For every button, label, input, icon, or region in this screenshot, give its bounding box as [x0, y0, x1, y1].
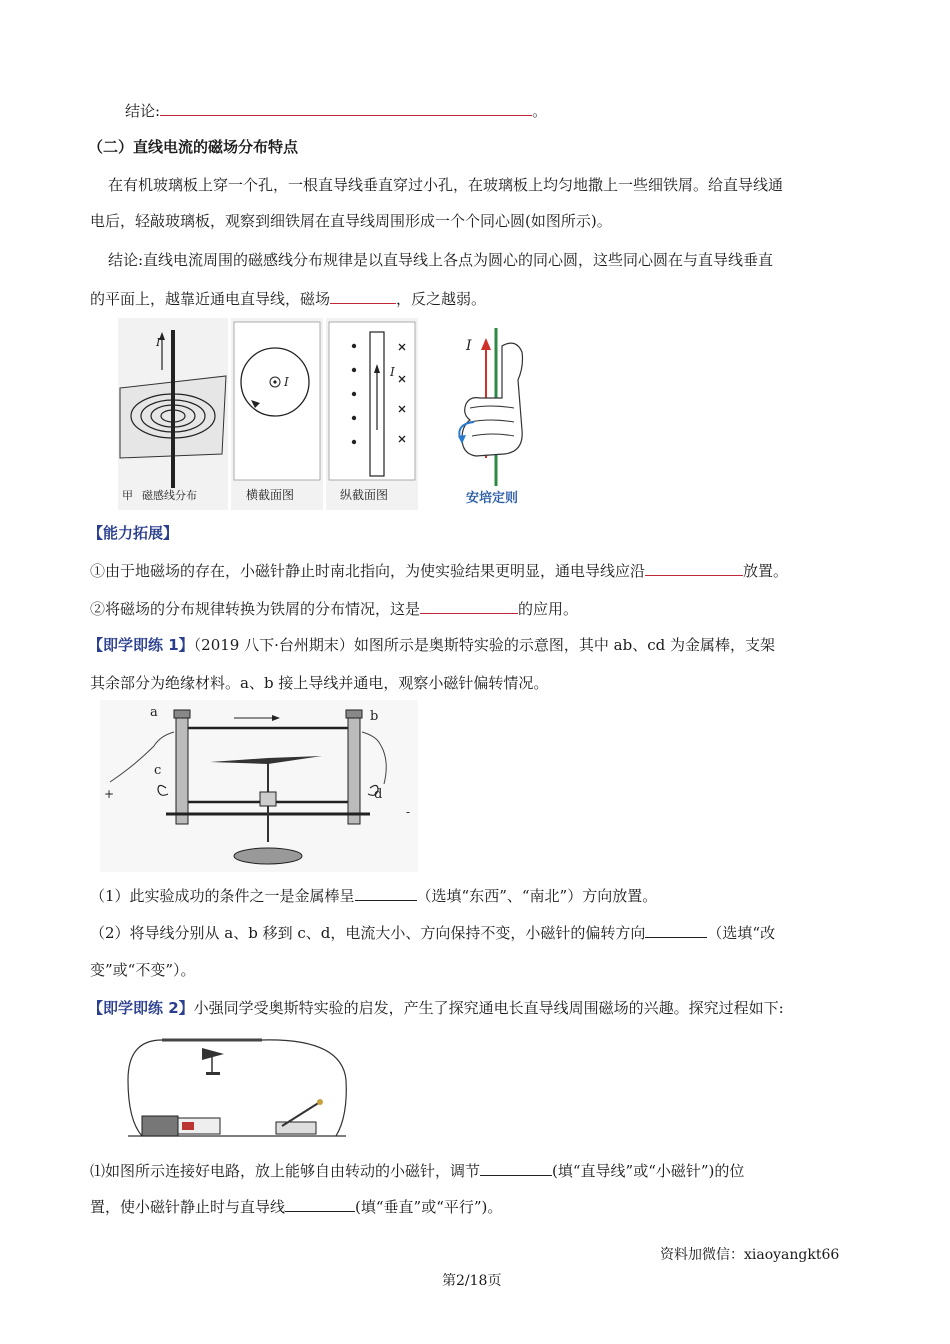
practice1-question-2 [90, 922, 775, 943]
question-text: (填“垂直”或“平行”)。 [355, 1198, 503, 1216]
answer-blank[interactable] [645, 560, 743, 576]
terminal-label-b: b [370, 709, 379, 724]
question-text: 置，使小磁针静止时与直导线 [90, 1198, 286, 1216]
ampere-rule-figure [440, 318, 540, 510]
paragraph-line: 在有机玻璃板上穿一个孔，一根直导线垂直穿过小孔，在玻璃板上均匀地撒上一些细铁屑。给直导线通 [108, 176, 784, 194]
paragraph-line: 电后，轻敲玻璃板，观察到细铁屑在直导线周围形成一个个同心圆(如图所示)。 [90, 212, 612, 230]
practice2-question-1 [90, 1160, 744, 1181]
conclusion-label: 结论: [125, 102, 161, 120]
question-text: （选填“改 [707, 924, 776, 942]
answer-blank[interactable] [420, 598, 518, 614]
terminal-plus: + [104, 787, 115, 801]
ability-item-1 [90, 560, 788, 581]
terminal-minus: - [406, 805, 411, 819]
field-diagram-svg [118, 318, 418, 510]
practice2-heading: 【即学即练 2】 [88, 999, 194, 1017]
circuit-figure [122, 1030, 352, 1142]
caption-cross-section: 横截面图 [246, 488, 295, 502]
caption-ampere-rule: 安培定则 [466, 491, 519, 506]
conclusion-end: 。 [532, 102, 548, 120]
answer-blank[interactable] [645, 922, 707, 938]
page-number: 第2/18页 [442, 1273, 502, 1289]
caption-longitudinal-section: 纵截面图 [340, 488, 389, 502]
practice1-question-1 [90, 885, 657, 906]
item-text: 的应用。 [518, 600, 579, 618]
practice1-text: （2019 八下·台州期末）如图所示是奥斯特实验的示意图，其中 ab、cd 为金属棒，支架 [193, 636, 775, 654]
paragraph-line [90, 288, 486, 309]
practice1-question-2-cont: 变”或“不变”）。 [90, 961, 196, 979]
section-title: （二）直线电流的磁场分布特点 [88, 138, 299, 156]
current-label: I [284, 375, 289, 389]
paragraph-text: 的平面上，越靠近通电直导线，磁场 [90, 290, 331, 308]
ability-item-2 [90, 598, 578, 619]
terminal-label-a: a [150, 705, 158, 720]
item-text: ②将磁场的分布规律转换为铁屑的分布情况，这是 [90, 600, 421, 618]
magnetic-field-figure [118, 318, 418, 510]
caption-jia: 甲 [122, 489, 133, 502]
answer-blank[interactable] [160, 100, 532, 116]
answer-blank[interactable] [285, 1196, 355, 1212]
oersted-apparatus-figure [100, 700, 418, 872]
question-text: (填“直导线”或“小磁针”)的位 [552, 1162, 745, 1180]
terminal-label-c: c [154, 763, 162, 778]
conclusion-line [125, 100, 547, 121]
ability-heading: 【能力拓展】 [88, 524, 179, 542]
paragraph-text: ，反之越弱。 [396, 290, 487, 308]
answer-blank[interactable] [355, 885, 417, 901]
item-text: ①由于地磁场的存在，小磁针静止时南北指向，为使实验结果更明显，通电导线应沿 [90, 562, 646, 580]
paragraph-line: 结论:直线电流周围的磁感线分布规律是以直导线上各点为圆心的同心圆，这些同心圆在与直导线垂直 [108, 251, 774, 269]
question-text: （选填“东西”、“南北”）方向放置。 [416, 887, 658, 905]
footer-wechat: 资料加微信：xiaoyangkt66 [660, 1247, 840, 1263]
item-text: 放置。 [743, 562, 789, 580]
current-label: I [156, 336, 161, 349]
terminal-label-d: d [374, 787, 383, 802]
practice2-text: 小强同学受奥斯特实验的启发，产生了探究通电长直导线周围磁场的兴趣。探究过程如下: [193, 999, 784, 1017]
caption-field-lines: 磁感线分布 [142, 489, 197, 502]
question-text: ⑴如图所示连接好电路，放上能够自由转动的小磁针，调节 [90, 1162, 481, 1180]
practice1-line1 [88, 635, 775, 655]
practice2-line [88, 998, 784, 1018]
question-text: （1）此实验成功的条件之一是金属棒呈 [90, 887, 355, 905]
practice1-heading: 【即学即练 1】 [88, 636, 194, 654]
ampere-rule-svg [440, 318, 540, 510]
practice1-line2: 其余部分为绝缘材料。a、b 接上导线并通电，观察小磁针偏转情况。 [90, 674, 549, 692]
current-label: I [466, 338, 472, 354]
current-label: I [390, 365, 395, 379]
circuit-svg [122, 1030, 352, 1142]
answer-blank[interactable] [330, 288, 396, 304]
oersted-apparatus-svg [100, 700, 418, 872]
answer-blank[interactable] [480, 1160, 552, 1176]
practice2-question-1-cont [90, 1196, 502, 1217]
question-text: （2）将导线分别从 a、b 移到 c、d，电流大小、方向保持不变，小磁针的偏转方向 [90, 924, 646, 942]
